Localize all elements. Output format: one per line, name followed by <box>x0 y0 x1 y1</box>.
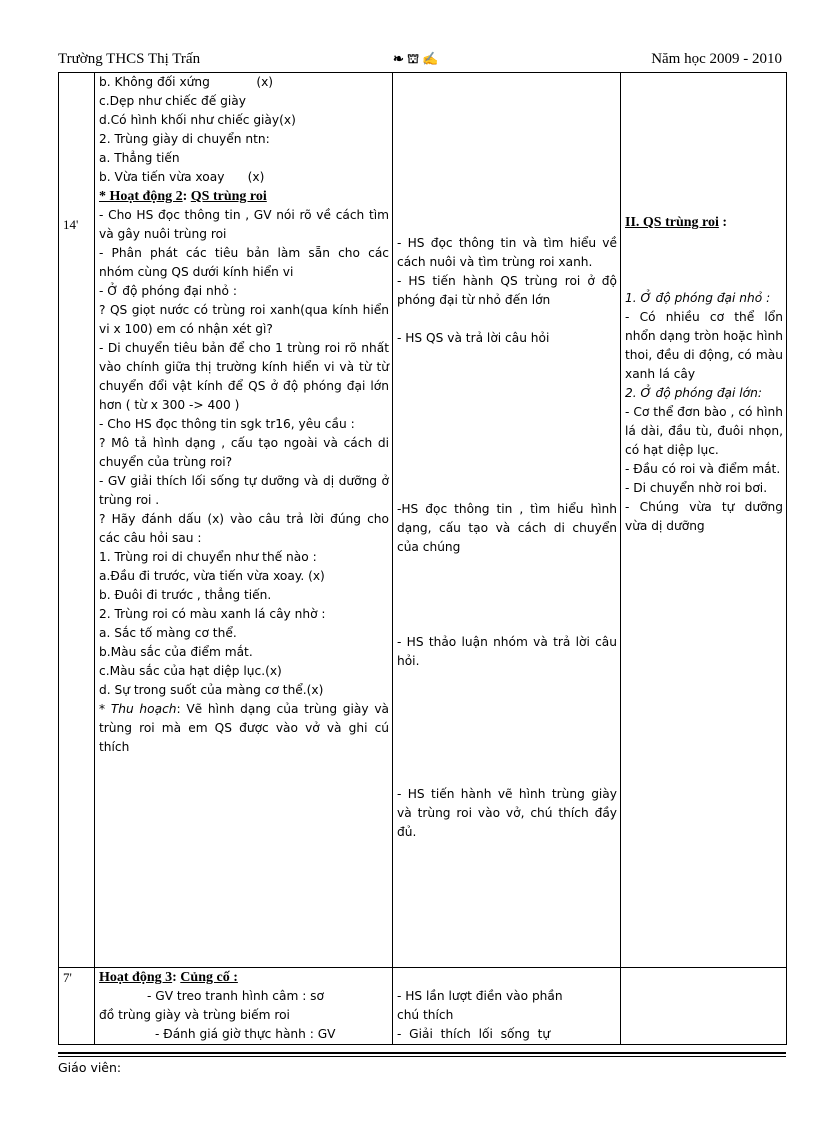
activity-3-title: Hoạt động 3: Củng cố : <box>99 970 238 985</box>
list-item: b. Vừa tiến vừa xoay (x) <box>99 170 265 184</box>
content-item: - Đầu có roi và điểm mắt. <box>625 462 781 476</box>
list-item: 1. Trùng roi di chuyển như thế nào : <box>99 550 317 564</box>
list-item: 2. Trùng giày di chuyển ntn: <box>99 132 270 146</box>
list-item: a. Sắc tố màng cơ thể. <box>99 626 237 640</box>
list-item: d.Có hình khối như chiếc giày(x) <box>99 113 296 127</box>
subsection-title: 2. Ở độ phóng đại lớn: <box>625 386 762 400</box>
student-activity-cell <box>393 73 621 968</box>
content-cell <box>621 73 787 968</box>
school-year: Năm học 2009 - 2010 <box>651 51 782 67</box>
time-cell <box>59 968 95 1045</box>
list-item: b. Đuôi đi trước , thẳng tiến. <box>99 588 272 602</box>
school-name: Trường THCS Thị Trấn <box>58 51 201 67</box>
footer-divider <box>58 1052 786 1054</box>
content-item: - Chúng vừa tự dưỡng vừa dị dưỡng <box>625 500 783 533</box>
lesson-table <box>58 72 787 1045</box>
list-item: ? QS giọt nước có trùng roi xanh(qua kính hiển vi x 100) em có nhận xét gì? <box>99 303 389 336</box>
teacher-label: Giáo viên: <box>58 1060 122 1075</box>
list-item: c.Màu sắc của hạt diệp lục.(x) <box>99 664 282 678</box>
list-item: đồ trùng giày và trùng biếm roi <box>99 1008 290 1022</box>
content-item: - Di chuyển nhờ roi bơi. <box>625 481 768 495</box>
time-cell <box>59 73 95 968</box>
list-item: - GV treo tranh hình câm : sơ <box>147 989 324 1003</box>
student-item: - HS QS và trả lời câu hỏi <box>397 331 550 345</box>
footer-divider <box>58 1056 786 1057</box>
list-item: 2. Trùng roi có màu xanh lá cây nhờ : <box>99 607 326 621</box>
list-item: - Ở độ phóng đại nhỏ : <box>99 284 237 298</box>
thu-hoach-paragraph: * Thu hoạch: Vẽ hình dạng của trùng giày và trùng roi mà em QS được vào vở và ghi cú thích <box>99 702 390 754</box>
list-item: - Cho HS đọc thông tin sgk tr16, yêu cầu : <box>99 417 355 431</box>
list-item: a. Thẳng tiến <box>99 151 180 165</box>
page-header <box>58 50 786 73</box>
table-row-activity-3 <box>59 968 787 1045</box>
student-item: - HS thảo luận nhóm và trả lời câu hỏi. <box>397 635 617 668</box>
student-activity-cell <box>393 968 621 1045</box>
student-item: - HS lần lượt điền vào phần <box>397 989 563 1003</box>
list-item: - GV giải thích lối sống tự dưỡng và dị dưỡng ở trùng roi . <box>99 474 389 507</box>
subsection-title: 1. Ở độ phóng đại nhỏ : <box>625 291 771 305</box>
student-item: - HS đọc thông tin và tìm hiểu về cách nuôi và tìm trùng roi xanh. <box>397 236 617 269</box>
list-item: - Phân phát các tiêu bản làm sẵn cho các nhóm cùng QS dưới kính hiển vi <box>99 246 389 279</box>
teacher-activity-cell <box>95 73 393 968</box>
time-value: 14' <box>63 217 79 232</box>
content-item: - Cơ thể đơn bào , có hình lá dài, đầu tù, đuôi nhọn, có hạt diệp lục. <box>625 405 783 457</box>
list-item: b.Màu sắc của điểm mắt. <box>99 645 253 659</box>
activity-2-title: * Hoạt động 2: QS trùng roi <box>99 189 267 204</box>
time-value: 7' <box>63 970 72 985</box>
student-item: - HS tiến hành QS trùng roi ở độ phóng đại từ nhỏ đến lớn <box>397 274 617 307</box>
content-cell <box>621 968 787 1045</box>
list-item: a.Đầu đi trước, vừa tiến vừa xoay. (x) <box>99 569 325 583</box>
student-item: -HS đọc thông tin , tìm hiểu hình dạng, cấu tạo và cách di chuyển của chúng <box>397 502 617 554</box>
list-item: - Đánh giá giờ thực hành : GV <box>155 1027 336 1041</box>
header-ornament-icon: ❧ ⛫ ✍ <box>393 51 439 66</box>
content-item: - Có nhiều cơ thể lổn nhổn dạng tròn hoặc hình thoi, đều di động, có màu xanh lá cây <box>625 310 783 381</box>
list-item: d. Sự trong suốt của màng cơ thể.(x) <box>99 683 324 697</box>
list-item: ? Mô tả hình dạng , cấu tạo ngoài và cách di chuyển của trùng roi? <box>99 436 389 469</box>
student-item: - Giải thích lối sống tự <box>397 1027 551 1041</box>
list-item: b. Không đối xứng (x) <box>99 75 274 89</box>
student-item: - HS tiến hành vẽ hình trùng giày và trùng roi vào vở, chú thích đầy đủ. <box>397 787 617 839</box>
table-row-activity-2 <box>59 73 787 968</box>
section-title: II. QS trùng roi : <box>625 215 728 230</box>
teacher-activity-cell <box>95 968 393 1045</box>
list-item: c.Dẹp như chiếc đế giày <box>99 94 246 108</box>
list-item: ? Hãy đánh dấu (x) vào câu trả lời đúng cho các câu hỏi sau : <box>99 512 389 545</box>
list-item: - Cho HS đọc thông tin , GV nói rõ về cách tìm và gây nuôi trùng roi <box>99 208 389 241</box>
list-item: - Di chuyển tiêu bản để cho 1 trùng roi rõ nhất vào chính giữa thị trường kính hiển vi và từ từ chuyển đổi vật kính để QS ở độ phóng đại lớn hơn ( từ x 300 -> 400 ) <box>99 341 389 412</box>
student-item: chú thích <box>397 1008 454 1022</box>
